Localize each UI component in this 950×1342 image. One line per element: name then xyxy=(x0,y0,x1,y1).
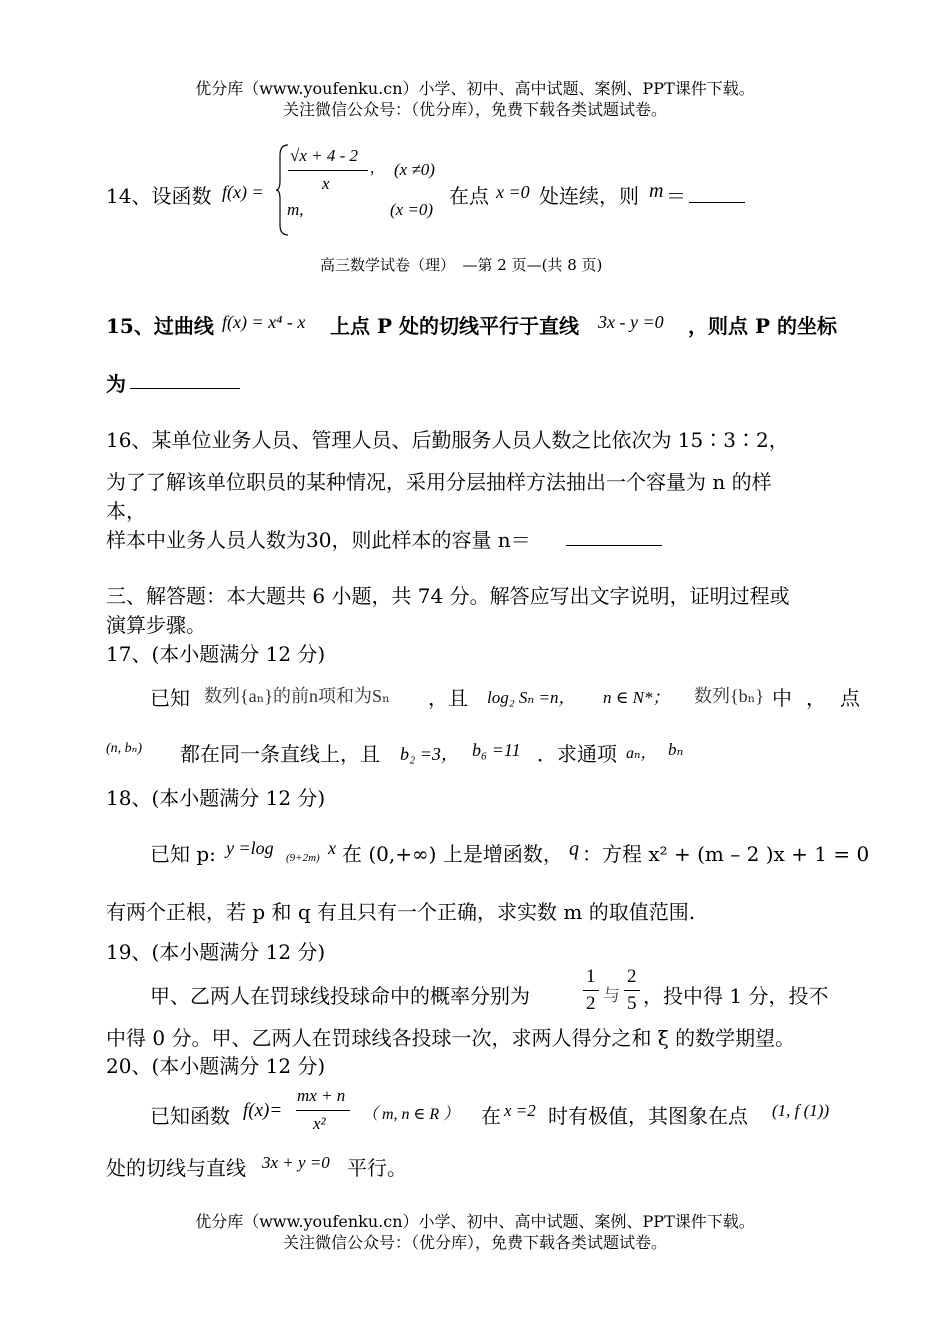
q17-b6: b₆ =11 xyxy=(472,740,521,760)
q15-text3: ，则点 P 的坐标 xyxy=(688,314,837,338)
q17-line2-text: 都在同一条直线上，且 xyxy=(180,742,380,766)
q16-line4: 样本中业务人员人数为30，则此样本的容量 n＝ xyxy=(106,528,531,552)
q16-line2: 为了了解该单位职员的某种情况，采用分层抽样方法抽出一个容量为 n 的样 xyxy=(106,470,772,494)
q20-fraction-bar xyxy=(296,1110,350,1111)
q19-frac1-bar xyxy=(583,990,599,991)
q18-head: 18、(本小题满分 12 分) xyxy=(106,786,326,810)
q16-answer-blank[interactable] xyxy=(566,545,662,546)
q19-frac1-den: 2 xyxy=(586,993,596,1014)
q19-line2: 中得 0 分。甲、乙两人在罚球线各投球一次，求两人得分之和 ξ 的数学期望。 xyxy=(106,1026,796,1050)
q14-fx: f(x) = xyxy=(222,182,264,202)
header-line-2: 关注微信公众号：（优分库），免费下载各类试题试卷。 xyxy=(282,100,667,119)
q20-line: 3x + y =0 xyxy=(262,1153,330,1172)
q14-eq: ＝ xyxy=(666,184,686,208)
q19-frac2-den: 5 xyxy=(627,993,637,1014)
q14-tail2: 处连续，则 xyxy=(539,184,639,208)
q18-log-base: (9+2m) xyxy=(286,852,320,864)
q17-log: log₂ Sₙ =n， xyxy=(487,688,576,707)
q17-bn: bₙ xyxy=(668,740,684,759)
left-brace-icon xyxy=(275,143,291,237)
q19-line1-a: 甲、乙两人在罚球线投球命中的概率分别为 xyxy=(150,984,530,1008)
q17-and: ，且 xyxy=(428,686,468,710)
q19-frac1-num: 1 xyxy=(586,966,596,987)
footer-line-2: 关注微信公众号：（优分库），免费下载各类试题试卷。 xyxy=(282,1233,667,1252)
q20-line2-a: 处的切线与直线 xyxy=(106,1156,246,1180)
q14-case1-condition: (x ≠0) xyxy=(394,160,435,179)
q20-denominator: x² xyxy=(313,1114,326,1133)
q15-text2: 上点 P 处的切线平行于直线 xyxy=(330,314,579,338)
section3-line2: 演算步骤。 xyxy=(106,613,206,637)
q20-head: 20、(本小题满分 12 分) xyxy=(106,1054,326,1078)
q18-x: x xyxy=(328,838,336,858)
q15-text1: 15、过曲线 xyxy=(106,314,214,338)
q14-case2-condition: (x =0) xyxy=(390,200,434,219)
q16-line1: 16、某单位业务人员、管理人员、后勤服务人员人数之比依次为 15∶3∶2， xyxy=(106,428,789,452)
q14-var: m xyxy=(649,180,664,202)
page-footer: 高三数学试卷（理） —第 2 页—(共 8 页) xyxy=(320,256,603,274)
q19-line1-b: ，投中得 1 分，投不 xyxy=(643,984,829,1008)
q14-answer-blank[interactable] xyxy=(689,202,745,203)
q18-q: q xyxy=(569,838,579,860)
q20-line1-c: 时有极值，其图象在点 xyxy=(548,1104,748,1128)
q20-point: x =2 xyxy=(504,1101,536,1120)
q14-case2-value: m, xyxy=(287,200,304,219)
q17-line2-tail: ．求通项 xyxy=(537,742,617,766)
q18-equation: ：方程 x² + (m – 2 )x + 1 = 0 xyxy=(582,842,870,866)
q17-point-label: 中，点 xyxy=(772,686,874,710)
q20-line1-b: 在 xyxy=(481,1104,501,1128)
q14-tail: 在点 xyxy=(449,184,489,208)
q14-case1-denominator: x xyxy=(322,174,330,193)
q17-b2: b₂ =3， xyxy=(400,744,459,764)
q17-head: 17、(本小题满分 12 分) xyxy=(106,642,326,666)
q16-line3: 本， xyxy=(106,499,146,523)
q17-an: aₙ， xyxy=(626,745,657,762)
q14-fraction-bar xyxy=(288,170,368,171)
q20-line2-c: 平行。 xyxy=(347,1156,407,1180)
footer-line-1: 优分库（www.youfenku.cn）小学、初中、高中试题、案例、PPT课件下载。 xyxy=(195,1212,755,1231)
q19-frac2-num: 2 xyxy=(627,966,637,987)
q20-condition: （ m, n ∈ R ） xyxy=(362,1106,460,1123)
q18-log: y =log xyxy=(226,838,274,858)
q19-and: 与 xyxy=(603,986,620,1005)
q14-case1-numerator: √x + 4 - 2 xyxy=(290,146,359,165)
q17-seq-a: 数列{aₙ}的前n项和为Sₙ xyxy=(204,686,390,706)
q15-expr: f(x) = x⁴ - x xyxy=(222,312,306,332)
header-line-1: 优分库（www.youfenku.cn）小学、初中、高中试题、案例、PPT课件下载。 xyxy=(195,79,755,98)
q20-fx: f(x)= xyxy=(243,1100,283,1121)
q15-answer-blank[interactable] xyxy=(130,388,240,389)
section3-line1: 三、解答题：本大题共 6 小题，共 74 分。解答应写出文字说明，证明过程或 xyxy=(106,584,790,608)
q14-point: x =0 xyxy=(496,182,530,202)
q19-frac2-bar xyxy=(624,990,640,991)
q19-head: 19、(本小题满分 12 分) xyxy=(106,940,326,964)
q15-text4: 为 xyxy=(106,372,126,396)
q15-line: 3x - y =0 xyxy=(598,312,664,332)
q20-line1-a: 已知函数 xyxy=(150,1104,230,1128)
q17-known: 已知 xyxy=(150,686,190,710)
q17-seq-b: 数列{bₙ} xyxy=(694,686,765,706)
q14-label: 14、设函数 xyxy=(106,184,212,208)
q20-numerator: mx + n xyxy=(297,1086,346,1105)
q18-increasing: 在 (0,+∞) 上是增函数， xyxy=(342,842,563,866)
q18-line2: 有两个正根，若 p 和 q 有且只有一个正确，求实数 m 的取值范围. xyxy=(106,900,696,924)
q17-n-in-n: n ∈ N*； xyxy=(603,688,670,707)
q18-p: 已知 p: xyxy=(150,842,216,866)
q17-point: (n, bₙ) xyxy=(106,741,142,756)
q20-point2: (1, f (1)) xyxy=(772,1101,830,1120)
